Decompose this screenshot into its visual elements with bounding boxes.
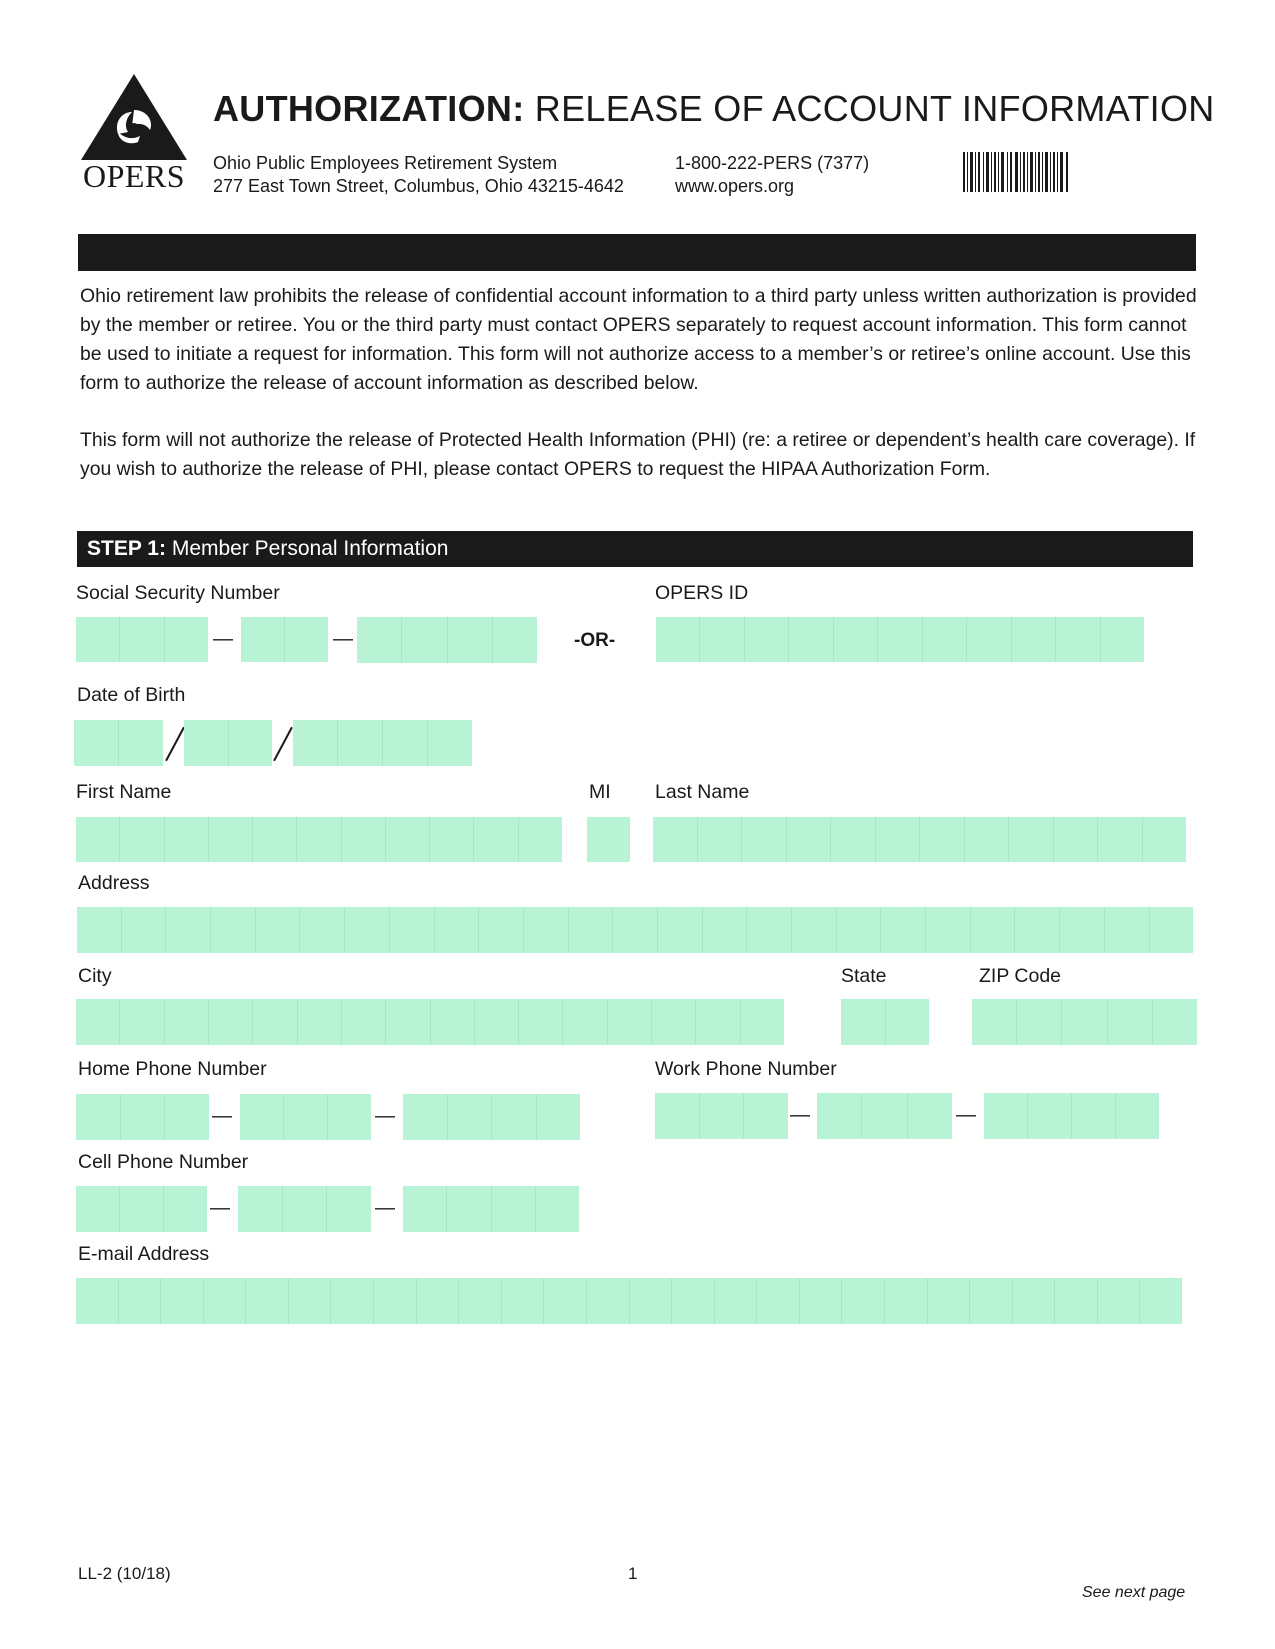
- home-phone-dash-2: —: [375, 1105, 395, 1127]
- dob-label: Date of Birth: [77, 684, 186, 706]
- ssn-dash-1: —: [213, 628, 233, 650]
- cell-phone-line-field[interactable]: [403, 1186, 579, 1232]
- work-phone-line-field[interactable]: [984, 1093, 1159, 1139]
- work-phone-prefix-field[interactable]: [817, 1093, 952, 1139]
- page-number: 1: [628, 1564, 638, 1583]
- step1-heading-text: Member Personal Information: [171, 537, 449, 560]
- dob-day-field[interactable]: [184, 720, 272, 766]
- last-name-field[interactable]: [653, 817, 1186, 862]
- home-phone-line-field[interactable]: [403, 1094, 580, 1140]
- work-phone-area-field[interactable]: [655, 1093, 788, 1139]
- email-label: E-mail Address: [78, 1243, 210, 1265]
- home-phone-dash-1: —: [212, 1105, 232, 1127]
- mi-label: MI: [589, 781, 611, 803]
- contact-info: [675, 152, 869, 198]
- form-title: [213, 88, 1215, 130]
- work-phone-label: Work Phone Number: [655, 1058, 837, 1080]
- home-phone-prefix-field[interactable]: [240, 1094, 371, 1140]
- org-phone: 1-800-222-PERS (7377): [675, 153, 870, 173]
- email-field[interactable]: [76, 1278, 1182, 1324]
- dob-slash-1: [165, 727, 185, 761]
- cell-phone-prefix-field[interactable]: [238, 1186, 371, 1232]
- cell-phone-label: Cell Phone Number: [78, 1151, 249, 1173]
- first-name-field[interactable]: [76, 817, 562, 862]
- intro-paragraph-1: Ohio retirement law prohibits the release of confidential account information to a third party unless written authorization is provided by the member or retiree. You or the third party must contact OPERS separately to request account information. This form cannot be used to initiate a request for information. This form will not authorize access to a member’s or retiree’s online account. Use this form to authorize the release of account information as described below.: [80, 285, 1197, 394]
- address-field[interactable]: [77, 907, 1193, 953]
- ssn-label: Social Security Number: [76, 582, 280, 604]
- org-address: 277 East Town Street, Columbus, Ohio 43215-4642: [213, 176, 624, 196]
- first-name-label: First Name: [76, 781, 172, 803]
- dob-year-field[interactable]: [293, 720, 472, 766]
- ssn-part3-field[interactable]: [357, 617, 537, 663]
- zip-label: ZIP Code: [979, 965, 1062, 987]
- ssn-part2-field[interactable]: [241, 617, 328, 662]
- ssn-part1-field[interactable]: [76, 617, 208, 662]
- dob-slash-2: [273, 727, 293, 761]
- step1-heading-bold: STEP 1:: [87, 537, 166, 560]
- form-code: LL-2 (10/18): [78, 1564, 171, 1583]
- org-info: [213, 152, 624, 198]
- zip-field[interactable]: [972, 999, 1197, 1045]
- cell-phone-dash-2: —: [375, 1197, 395, 1219]
- cell-phone-dash-1: —: [210, 1197, 230, 1219]
- header-divider-bar: [78, 234, 1196, 271]
- work-phone-dash-2: —: [956, 1104, 976, 1126]
- address-label: Address: [78, 872, 150, 894]
- state-field[interactable]: [841, 999, 929, 1045]
- dob-month-field[interactable]: [74, 720, 163, 766]
- or-text: -OR-: [574, 630, 616, 651]
- barcode-icon: [963, 152, 1069, 192]
- last-name-label: Last Name: [655, 781, 750, 803]
- mi-field[interactable]: [587, 817, 630, 862]
- logo-text: OPERS: [82, 158, 186, 194]
- step1-heading: [77, 531, 1193, 567]
- see-next-page: See next page: [1082, 1584, 1186, 1601]
- work-phone-dash-1: —: [790, 1104, 810, 1126]
- home-phone-area-field[interactable]: [76, 1094, 209, 1140]
- org-website: www.opers.org: [675, 176, 795, 196]
- title-bold: AUTHORIZATION:: [213, 88, 525, 129]
- org-name: Ohio Public Employees Retirement System: [213, 153, 558, 173]
- opers-id-field[interactable]: [656, 617, 1144, 662]
- title-rest: RELEASE OF ACCOUNT INFORMATION: [534, 88, 1215, 129]
- state-label: State: [841, 965, 887, 987]
- city-field[interactable]: [76, 999, 784, 1045]
- cell-phone-area-field[interactable]: [76, 1186, 207, 1232]
- home-phone-label: Home Phone Number: [78, 1058, 267, 1080]
- ssn-dash-2: —: [333, 628, 353, 650]
- opers-id-label: OPERS ID: [655, 582, 749, 604]
- city-label: City: [78, 965, 112, 987]
- intro-paragraph-2: This form will not authorize the release of Protected Health Information (PHI) (re: a retiree or dependent’s health care coverage). If you wish to authorize the release of PHI, please contact OPERS to request the HIPAA Authorization Form.: [80, 429, 1196, 480]
